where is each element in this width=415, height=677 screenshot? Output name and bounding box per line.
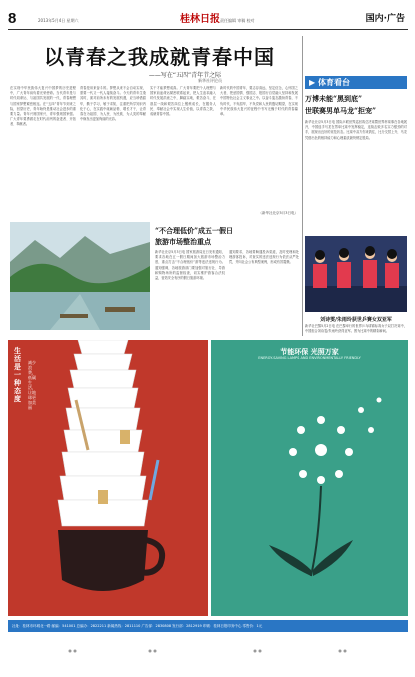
- bulb-seeds: [289, 398, 382, 485]
- river-landscape-illustration: [10, 222, 150, 330]
- sports-banner-label: 体育看台: [317, 78, 350, 87]
- main-subhead: ——写在“五四”青年节之际: [148, 72, 222, 79]
- page-number: 8: [8, 10, 17, 27]
- sports-body: 新华社北京5月3日电 国际乒联世界巡回赛总决赛暨世界杯赛事在各地展开，中国选手马龙在男单比赛中发挥稳定，连续击败多名实力强劲的对手，展现出良好的竞技状态。比赛中双方你来我往，比分交替上升，马龙凭借出色的相持能力和心理素质最终锁定胜局。: [305, 120, 407, 140]
- header-rule: [8, 29, 408, 30]
- issue-date: 2013年5月4日 星期六: [38, 18, 79, 23]
- main-headline: 以青春之我成就青春中国: [44, 45, 275, 69]
- sports-banner-icon: ▶: [309, 78, 316, 87]
- editor-info: 责任编辑 审稿 校对: [220, 18, 255, 23]
- registration-marks-icon: [0, 647, 415, 655]
- dandelion-bulb-illustration: [211, 340, 408, 616]
- main-col-4: 新时代的中国青年，要志存高远，坚定信念，心怀国之大者，把爱国情、强国志、报国行自觉融入坚持和发展中国特色社会主义事业之中。以奋斗姿态激扬青春，不负时代，不负韶华，不负党和人民的殷切期望，在实现中华民族伟大复兴的征程中书写无愧于时代的青春篇章。: [220, 86, 298, 117]
- main-byline: 新华社评论员: [198, 78, 222, 83]
- sports-headline-1: 万博未能“黑到底”: [305, 94, 363, 103]
- ad-right-panel: [211, 340, 408, 616]
- ad-right-subtitle: ENERGY-SAVING LAMPS AND ENVIRONMENTALLY FRIENDLY: [258, 356, 361, 360]
- ad-left-panel: [8, 340, 208, 616]
- footer-bar: 社址：桂林市环城北一路 邮编：541001 总编办：2822211 新闻热线：2811110 广告部：2830808 发行部：2812919 印刷：桂林日报印务中心 零售价：1元: [8, 620, 408, 632]
- ad-left-slogan: 生活是一种态度: [14, 347, 21, 403]
- table-tennis-photo: [305, 236, 407, 312]
- main-col-1: 在实现中华民族伟大复兴中国梦的历史进程中，广大青年肩负着光荣使命。当代青年是与时代同命运、与祖国共发展的一代，青春理想与国家梦想紧密相连。在“五四”青年节到来之际，回望历史，青年始终是推动社会进步的重要力量。青年兴则国家兴，青年强则国家强。广大青年要勇做走在时代前列的奋进者、开拓者、奉献者。: [10, 86, 76, 127]
- main-col-3: 实干才能梦想成真。广大青年要把个人理想与国家前途命运紧密联系起来，把人生追求融入时代发展洪流之中，脚踏实地，艰苦奋斗，在基层一线和艰苦岗位上锻炼成长，在服务人民、奉献社会中实现人生价值，以青春之我，成就青春中国。: [150, 86, 216, 117]
- main-credit: （新华社北京5月3日电）: [258, 211, 298, 215]
- column-divider: [302, 36, 303, 336]
- registration-marks: [0, 640, 415, 648]
- sports-photo-caption: 刘诗雯/朱雨玲获世乒赛女双亚军: [320, 317, 392, 323]
- main-col-2: 青春是用来奋斗的。梦想从来不会自动实现，需要一代又一代人接续奋斗。今天的青年生逢其时，面对前所未有的发展机遇，应当珍惜韶华，勤于学习，敏于求知，注重把所学知识内化于心，在实践中砥砺品格、增长才干，让青春在为祖国、为人民、为民族、为人类的奉献中焕发出更加绚丽的光彩。: [80, 86, 146, 122]
- tourism-headline-2: 旅游市场整治重点: [155, 237, 211, 246]
- players-illustration: [305, 236, 407, 312]
- sports-banner: [305, 76, 407, 89]
- tourism-headline-1: “不合理低价”成五一假日: [155, 226, 234, 235]
- newspaper-logo: 桂林日报: [180, 14, 220, 25]
- section-title: 国内·广告: [365, 14, 405, 24]
- river-photo: [10, 222, 150, 330]
- sports-headline-2: 世联赛男单马龙“拒宠”: [305, 106, 377, 115]
- tourism-body-2: 通知要求，各地要畅通投诉渠道，及时受理和处理游客投诉，对查实的违法违规行为依法从严处罚，并向社会公布典型案例，形成有效震慑。: [229, 250, 299, 265]
- tourism-body: 新华社北京5月3日电 国家旅游局近日发布通知，要求各地在五一假日期间加大旅游市场整治力度，重点打击“不合理低价”游等违法违规行为。通知强调，各地旅游部门要加强对旅行社、导游和购物场所的监督检查，切实维护游客合法权益，营造安全有序的假日旅游环境。: [155, 250, 225, 281]
- cup-stack-illustration: [8, 340, 208, 616]
- sports-photo-body: 新华社巴黎5月2日电 在巴黎举行的世界乒乓球锦标赛女子双打决赛中，中国组合刘诗雯/朱雨玲获得亚军。图为比赛中的精彩瞬间。: [305, 324, 407, 334]
- ad-left-subtext: 减少浪费，低碳生活，让地球更加美丽: [28, 360, 36, 410]
- ad-right-title: 节能环保 光照万家: [280, 348, 339, 356]
